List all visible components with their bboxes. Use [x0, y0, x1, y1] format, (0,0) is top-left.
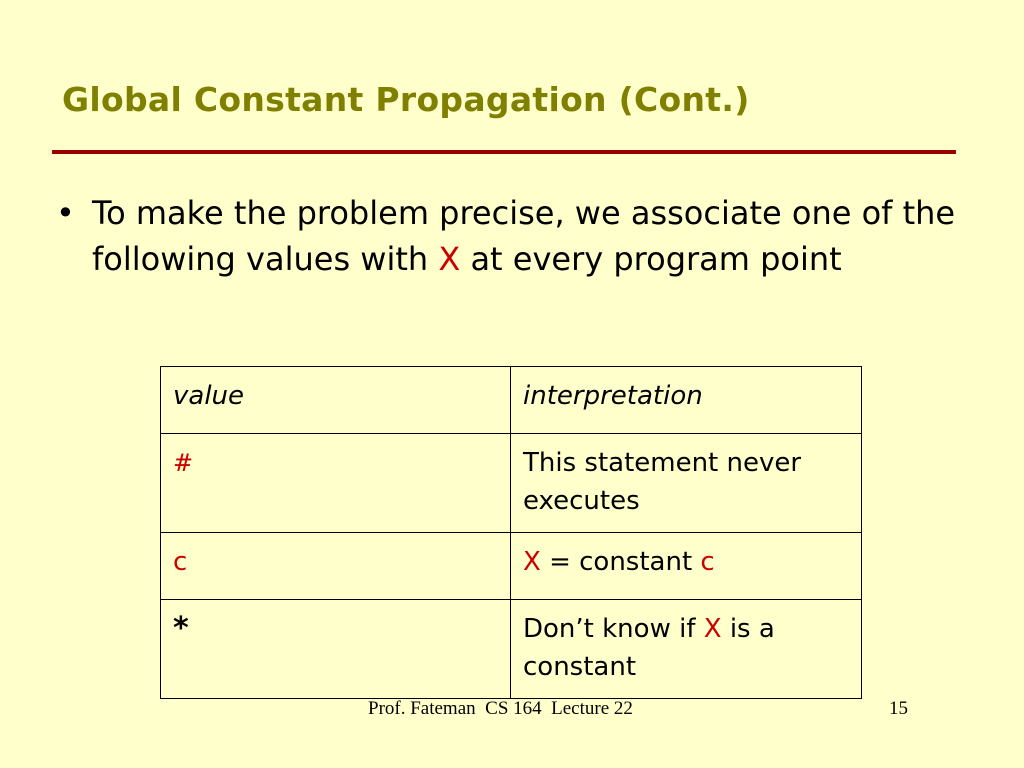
bullet-text	[92, 190, 992, 282]
title-underline	[52, 150, 956, 154]
footer-text: Prof. Fateman CS 164 Lecture 22	[368, 698, 633, 719]
interp-before: Don’t know if	[523, 614, 704, 644]
slide-title: Global Constant Propagation (Cont.)	[62, 80, 750, 119]
table-row	[161, 600, 862, 699]
value-cell	[161, 434, 511, 533]
table-row	[161, 434, 862, 533]
bullet-marker: •	[56, 194, 75, 232]
interp-var-x: X	[523, 547, 541, 577]
table-row	[161, 533, 862, 600]
table-header-row	[161, 367, 862, 434]
value-c: c	[173, 547, 188, 577]
value-hash: #	[173, 449, 194, 477]
interp-mid: = constant	[540, 547, 701, 577]
value-star: *	[173, 611, 189, 646]
bullet-text-before: To make the problem precise, we associate one of the following values with	[92, 194, 956, 278]
interpretation-cell	[511, 600, 862, 699]
value-cell	[161, 600, 511, 699]
interpretation-cell	[511, 533, 862, 600]
variable-x: X	[438, 240, 461, 278]
page-number: 15	[889, 698, 908, 719]
interp-var-x: X	[703, 614, 722, 644]
interp-const-c: c	[700, 547, 715, 577]
value-cell	[161, 533, 511, 600]
interp-after: is a constant	[523, 614, 775, 682]
values-table	[160, 366, 862, 699]
bullet-text-after: at every program point	[460, 240, 842, 278]
interpretation-cell: This statement never executes	[511, 434, 862, 533]
header-interpretation: interpretation	[511, 367, 862, 434]
header-value: value	[161, 367, 511, 434]
